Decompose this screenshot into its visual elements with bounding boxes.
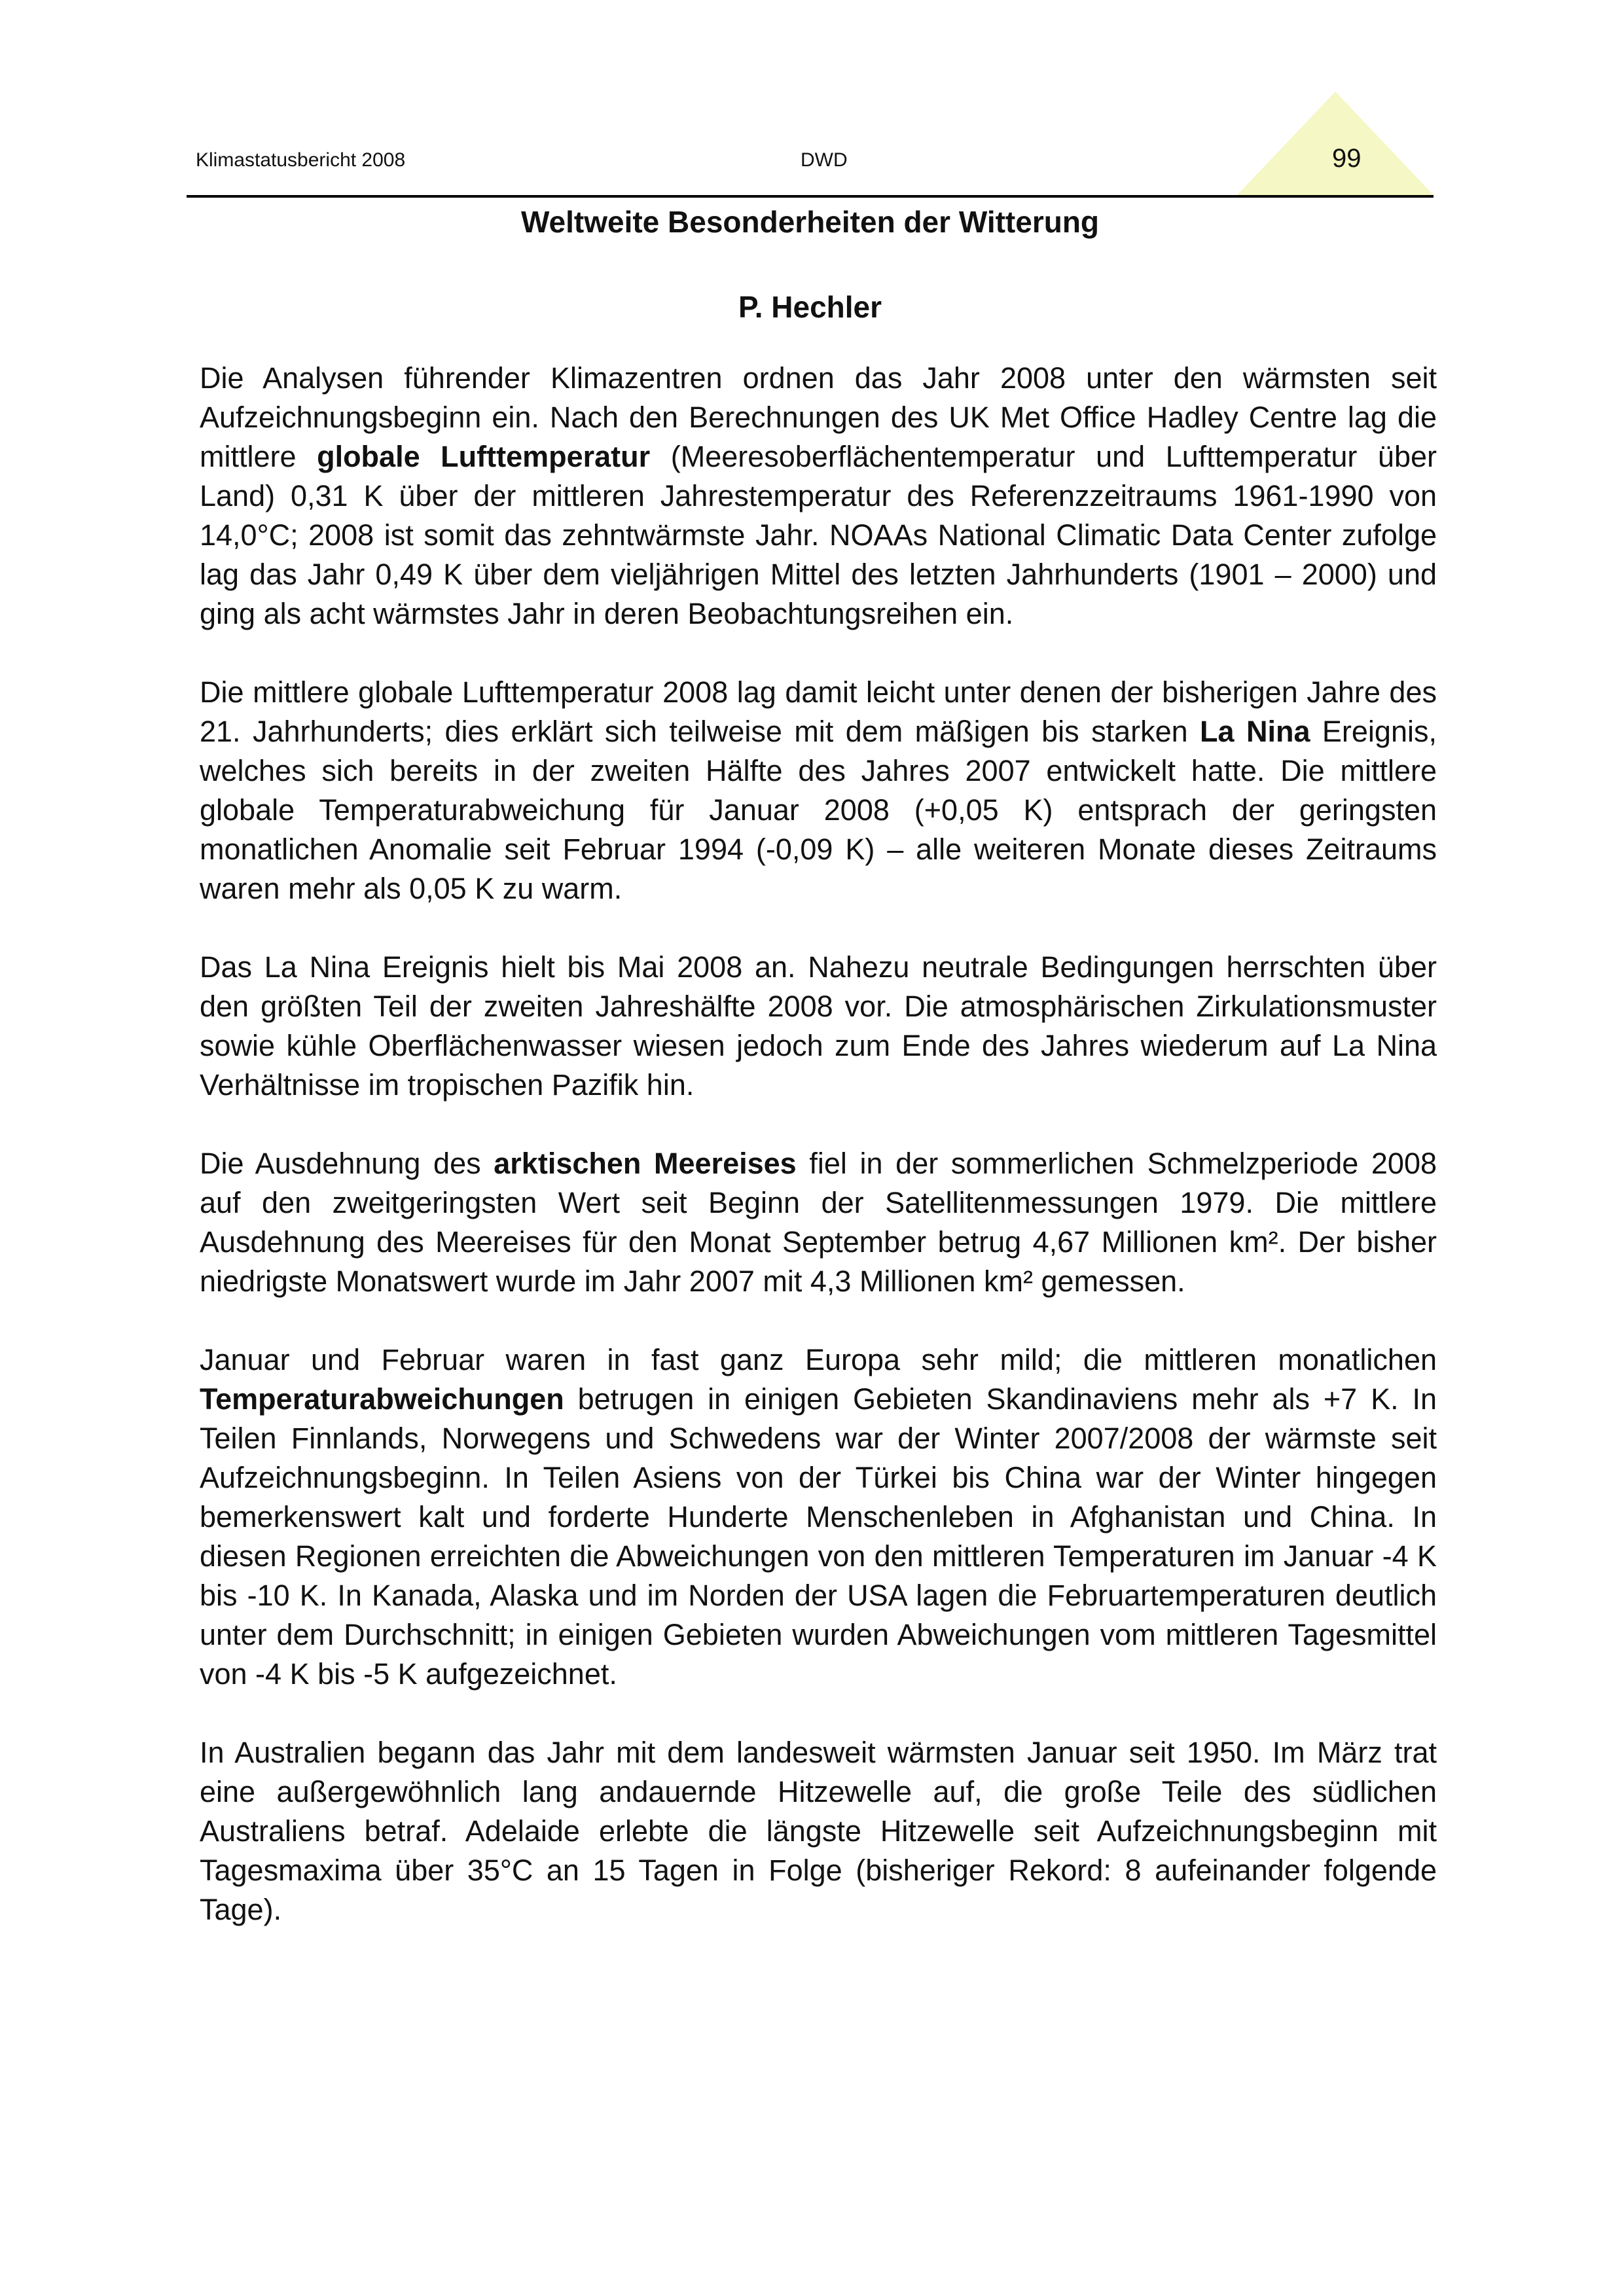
paragraph-temperature-anomalies [200,1340,1437,1694]
paragraph-text: Die Ausdehnung des [200,1147,494,1180]
page-number-triangle [1237,92,1434,195]
organization-name: DWD [801,149,848,171]
publication-title: Klimastatusbericht 2008 [196,149,406,171]
article-author: P. Hechler [738,290,882,324]
paragraph-text: betrugen in einigen Gebieten Skandinaviens mehr als +7 K. In Teilen Finnlands, Norwegens und Schwedens war der Winter 2007/2008 der wärmste seit Aufzeichnungsbeginn. In Teilen Asiens von der Türkei bis China war der Winter hingegen bemerkenswert kalt und forderte Hunderte Menschenleben in Afghanistan und China. In diesen Regionen erreichten die Abweichungen von den mittleren Temperaturen im Januar -4 K bis -10 K. In Kanada, Alaska und im Norden der USA lagen die Februartemperaturen deutlich unter dem Durchschnitt; in einigen Gebieten wurden Abweichungen vom mittleren Tagesmittel von -4 K bis -5 K aufgezeichnet. [200,1382,1437,1691]
paragraph-text: (Meeresoberflächentemperatur und Lufttemperatur über Land) 0,31 K über der mittleren Jahrestemperatur des Referenzzeitraums 1961-1990 von 14,0°C; 2008 ist somit das zehntwärmste Jahr. NOAAs National Climatic Data Center zufolge lag das Jahr 0,49 K über dem vieljährigen Mittel des letzten Jahrhunderts (1901 – 2000) und ging als acht wärmstes Jahr in deren Beobachtungsreihen ein. [200,440,1437,630]
paragraph-la-nina-end: Das La Nina Ereignis hielt bis Mai 2008 an. Nahezu neutrale Bedingungen herrschten über den größten Teil der zweiten Jahreshälfte 2008 vor. Die atmosphärischen Zirkulationsmuster sowie kühle Oberflächenwasser wiesen jedoch zum Ende des Jahres wiederum auf La Nina Verhältnisse im tropischen Pazifik hin. [200,950,1437,1102]
triangle-shape [1237,92,1434,195]
paragraph-text: fiel in der sommerlichen Schmelzperiode 2008 auf den zweitgeringsten Wert seit Beginn der Satellitenmessungen 1979. Die mittlere Ausdehnung des Meereises für den Monat September betrug 4,67 Millionen km². Der bisher niedrigste Monatswert wurde im Jahr 2007 mit 4,3 Millionen km² gemessen. [200,1147,1437,1298]
paragraph-text: Ereignis, welches sich bereits in der zweiten Hälfte des Jahres 2007 entwickelt hatte. Die mittlere globale Temperaturabweichung für Januar 2008 (+0,05 K) entsprach der geringsten monatlichen Anomalie seit Februar 1994 (-0,09 K) – alle weiteren Monate dieses Zeitraums waren mehr als 0,05 K zu warm. [200,715,1437,905]
emphasis-term: Temperaturabweichungen [200,1382,564,1416]
header-divider [187,195,1434,198]
paragraph-text: Die Analysen führender Klimazentren ordnen das Jahr 2008 unter den wärmsten seit Aufzeichnungsbeginn ein. Nach den Berechnungen des UK Met Office Hadley Centre lag die mittlere [200,361,1437,473]
emphasis-term: arktischen Meereises [494,1147,797,1180]
article-body [200,359,1437,1929]
paragraph-global-temperature [200,359,1437,634]
page-header [187,92,1434,196]
paragraph-text: Die mittlere globale Lufttemperatur 2008 lag damit leicht unter denen der bisherigen Jahre des 21. Jahrhunderts; dies erklärt sich teilweise mit dem mäßigen bis starken [200,675,1437,748]
emphasis-term: La Nina [1200,715,1310,748]
paragraph-australia: In Australien begann das Jahr mit dem landesweit wärmsten Januar seit 1950. Im März trat eine außergewöhnlich lang andauernde Hitzewelle auf, die große Teile des südlichen Australiens betraf. Adelaide erlebte die längste Hitzewelle seit Aufzeichnungsbeginn mit Tagesmaxima über 35°C an 15 Tagen in Folge (bisheriger Rekord: 8 aufeinander folgende Tage). [200,1736,1437,1926]
paragraph-la-nina [200,673,1437,908]
article-title: Weltweite Besonderheiten der Witterung [520,205,1100,239]
paragraph-arctic-sea-ice [200,1144,1437,1301]
page-number: 99 [1332,144,1362,173]
emphasis-term: globale Lufttemperatur [317,440,651,473]
paragraph-text: Januar und Februar waren in fast ganz Europa sehr mild; die mittleren monatlichen [200,1343,1437,1376]
